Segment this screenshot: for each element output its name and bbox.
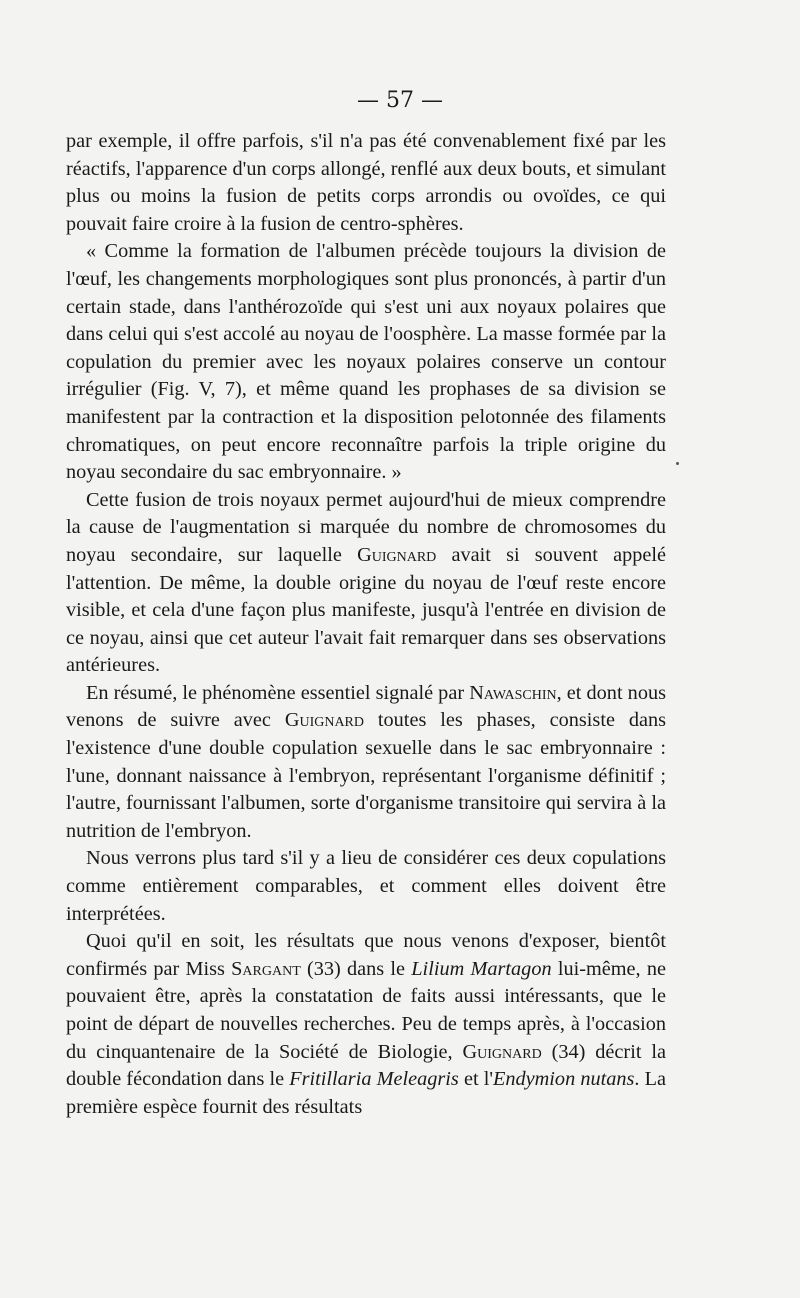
italic-text: Fritillaria Meleagris [289,1068,459,1091]
paragraph-text: (33) dans le [300,957,412,980]
author-name: Sargant [231,957,301,980]
italic-text: Endymion nutans [492,1068,635,1091]
paragraph [66,845,666,928]
paragraph-text: toutes les phases, consiste dans l'existence d'une double copulation sexuelle dans le sac embryonnaire : l'une, donnant naissance à l'embryon, représentant l'organisme définitif ; l'autre, fournissant l'albumen, sorte d'organisme transitoire qui servira à la nutrition de l'embryon. [66,709,667,842]
paragraph-text: Quoi qu'il en soit, les résultats que nous venons d'exposer, bientôt confirmés par Miss [66,930,666,980]
paragraph-text: (34) décrit la double fécondation dans le [66,1040,666,1091]
paragraph [66,928,666,1121]
italic-text: Lilium Martagon [411,957,552,980]
paragraph-text: « Comme la formation de l'albumen précède toujours la division de l'œuf, les changements morphologiques sont plus prononcés, à partir d'un certain stade, dans l'anthérozoïde qui s'est uni aux noyaux polaires que dans celui qui s'est accolé au noyau de l'oosphère. La masse formée par la copulation du premier avec les noyaux polaires conserve un contour irrégulier (Fig. V, 7), et même quand les prophases de sa division se manifestent par la contraction et la disposition pelotonnée des filaments chromatiques, on peut encore reconnaître parfois la triple origine du noyau secondaire du sac embryonnaire. » [66,240,666,484]
paragraph [66,487,666,680]
paragraph-text: . La première espèce fournit des résultats [66,1068,666,1118]
paragraph-text: En résumé, le phénomène essentiel signalé par [86,681,470,704]
paragraph [66,680,666,846]
author-name: Guignard [284,709,365,732]
paragraph-text: , et dont nous venons de suivre avec [66,681,666,732]
paragraph-text: Nous verrons plus tard s'il y a lieu de considérer ces deux copulations comme entièrement comparables, et comment elles doivent être interprétées. [66,847,666,925]
paragraph-text: avait si souvent appelé l'attention. De même, la double origine du noyau de l'œuf reste encore visible, et cela d'une façon plus manifeste, jusqu'à l'entrée en division de ce noyau, ainsi que cet auteur l'avait fait remarquer dans ses observations antérieures. [66,543,666,677]
body-text [66,128,666,1121]
paragraph-text: par exemple, il offre parfois, s'il n'a pas été convenablement fixé par les réactifs, l'apparence d'un corps allongé, renflé aux deux bouts, et simulant plus ou moins la fusion de petits corps arrondis ou ovoïdes, ce qui pouvait faire croire à la fusion de centro-sphères. [66,130,666,235]
author-name: Guignard [462,1040,542,1063]
paragraph-text: lui-même, ne pouvaient être, après la constatation de faits aussi intéressants, que le point de départ de nouvelles recherches. Peu de temps après, à l'occasion du cinquantenaire de la Société de Biologie, [66,957,666,1063]
ink-speck [676,462,679,465]
author-name: Guignard [357,543,437,566]
paragraph-text: et l' [458,1068,493,1091]
paragraph [66,238,666,486]
page-number: — 57 — [357,88,443,113]
paragraph-text: Cette fusion de trois noyaux permet aujourd'hui de mieux comprendre la cause de l'augmentation si marquée du nombre de chromosomes du noyau secondaire, sur laquelle [66,488,666,566]
paragraph [66,128,666,238]
author-name: Nawaschin [469,681,557,704]
